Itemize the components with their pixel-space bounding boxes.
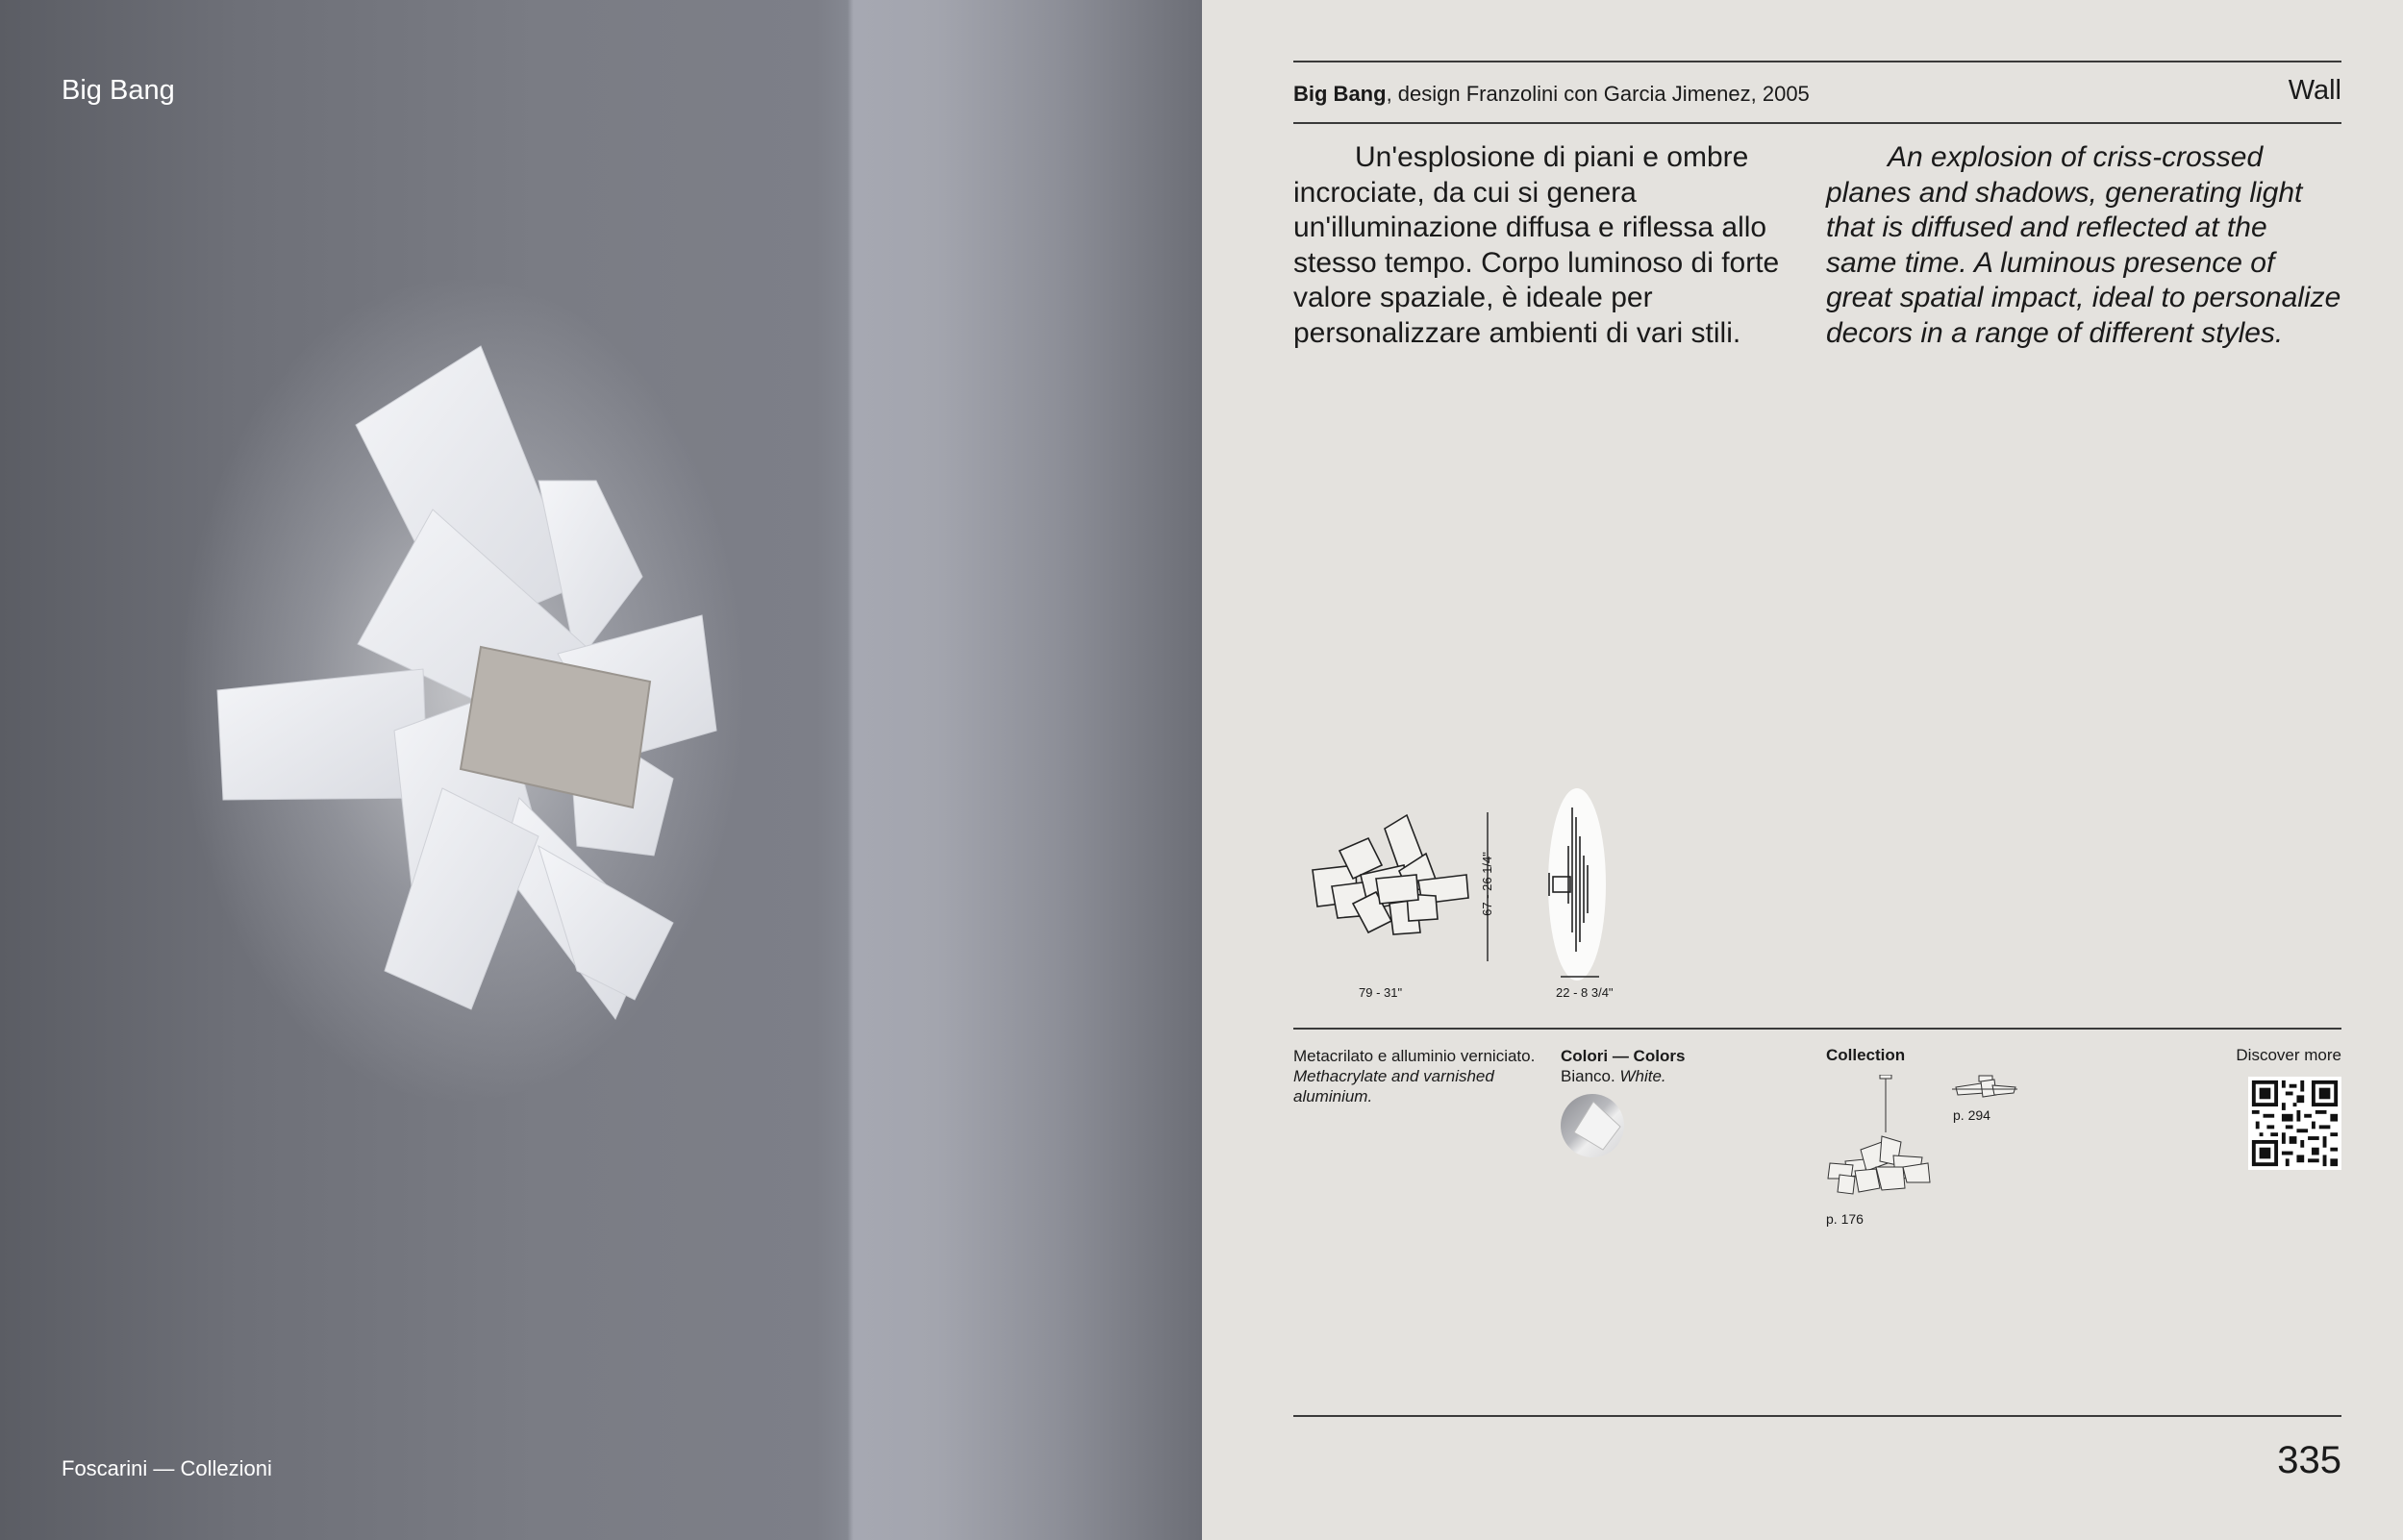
category-label: Wall	[2288, 75, 2341, 106]
collection-page-ref-1[interactable]: p. 176	[1826, 1211, 1864, 1227]
designer-credit: , design Franzolini con Garcia Jimenez, 2005	[1386, 82, 1810, 106]
ceiling-lamp-thumbnail[interactable]	[1952, 1074, 2019, 1101]
colors	[1561, 1046, 1685, 1086]
spec-rule	[1293, 1028, 2341, 1030]
product-name: Big Bang	[1293, 82, 1387, 106]
collection-page-ref-2[interactable]: p. 294	[1953, 1107, 1990, 1123]
product-info-page	[1202, 0, 2403, 1540]
height-dimension: 67 - 26 1/4"	[1479, 852, 1494, 916]
width-dimension: 79 - 31"	[1359, 985, 1403, 1000]
materials-english: Methacrylate and varnished aluminium.	[1293, 1067, 1494, 1105]
color-english: White.	[1619, 1067, 1666, 1085]
side-view-drawing	[1543, 788, 1611, 981]
qr-code[interactable]	[2248, 1077, 2341, 1170]
front-view-drawing	[1293, 807, 1476, 976]
left-page-footer: Foscarini — Collezioni	[62, 1456, 272, 1480]
header-rule	[1293, 122, 2341, 124]
color-italian: Bianco.	[1561, 1067, 1615, 1085]
suspension-lamp-thumbnail[interactable]	[1826, 1075, 1932, 1209]
discover-more-label[interactable]: Discover more	[2236, 1046, 2341, 1064]
description-italian: Un'esplosione di piani e ombre incrociate, da cui si genera un'illuminazione diffusa e riflessa allo stesso tempo. Corpo luminoso di forte valore spaziale, è ideale per personalizzare ambienti di vari stili.	[1293, 141, 1780, 349]
product-credit	[1293, 82, 1810, 107]
collection-label: Collection	[1826, 1046, 1906, 1064]
description-english: An explosion of criss-crossed planes and shadows, generating light that is diffused and reflected at the same time. A luminous presence of great spatial impact, ideal to personalize decors in a range of different styles.	[1826, 141, 2341, 349]
colors-label: Colori — Colors	[1561, 1047, 1686, 1065]
depth-dimension: 22 - 8 3/4"	[1556, 985, 1614, 1000]
top-rule	[1293, 61, 2341, 62]
materials-italian: Metacrilato e alluminio verniciato.	[1293, 1047, 1536, 1065]
page-number: 335	[2277, 1439, 2341, 1481]
materials	[1293, 1046, 1543, 1106]
footer-rule	[1293, 1415, 2341, 1417]
white-color-swatch[interactable]	[1561, 1094, 1624, 1157]
left-page-title: Big Bang	[62, 75, 175, 106]
